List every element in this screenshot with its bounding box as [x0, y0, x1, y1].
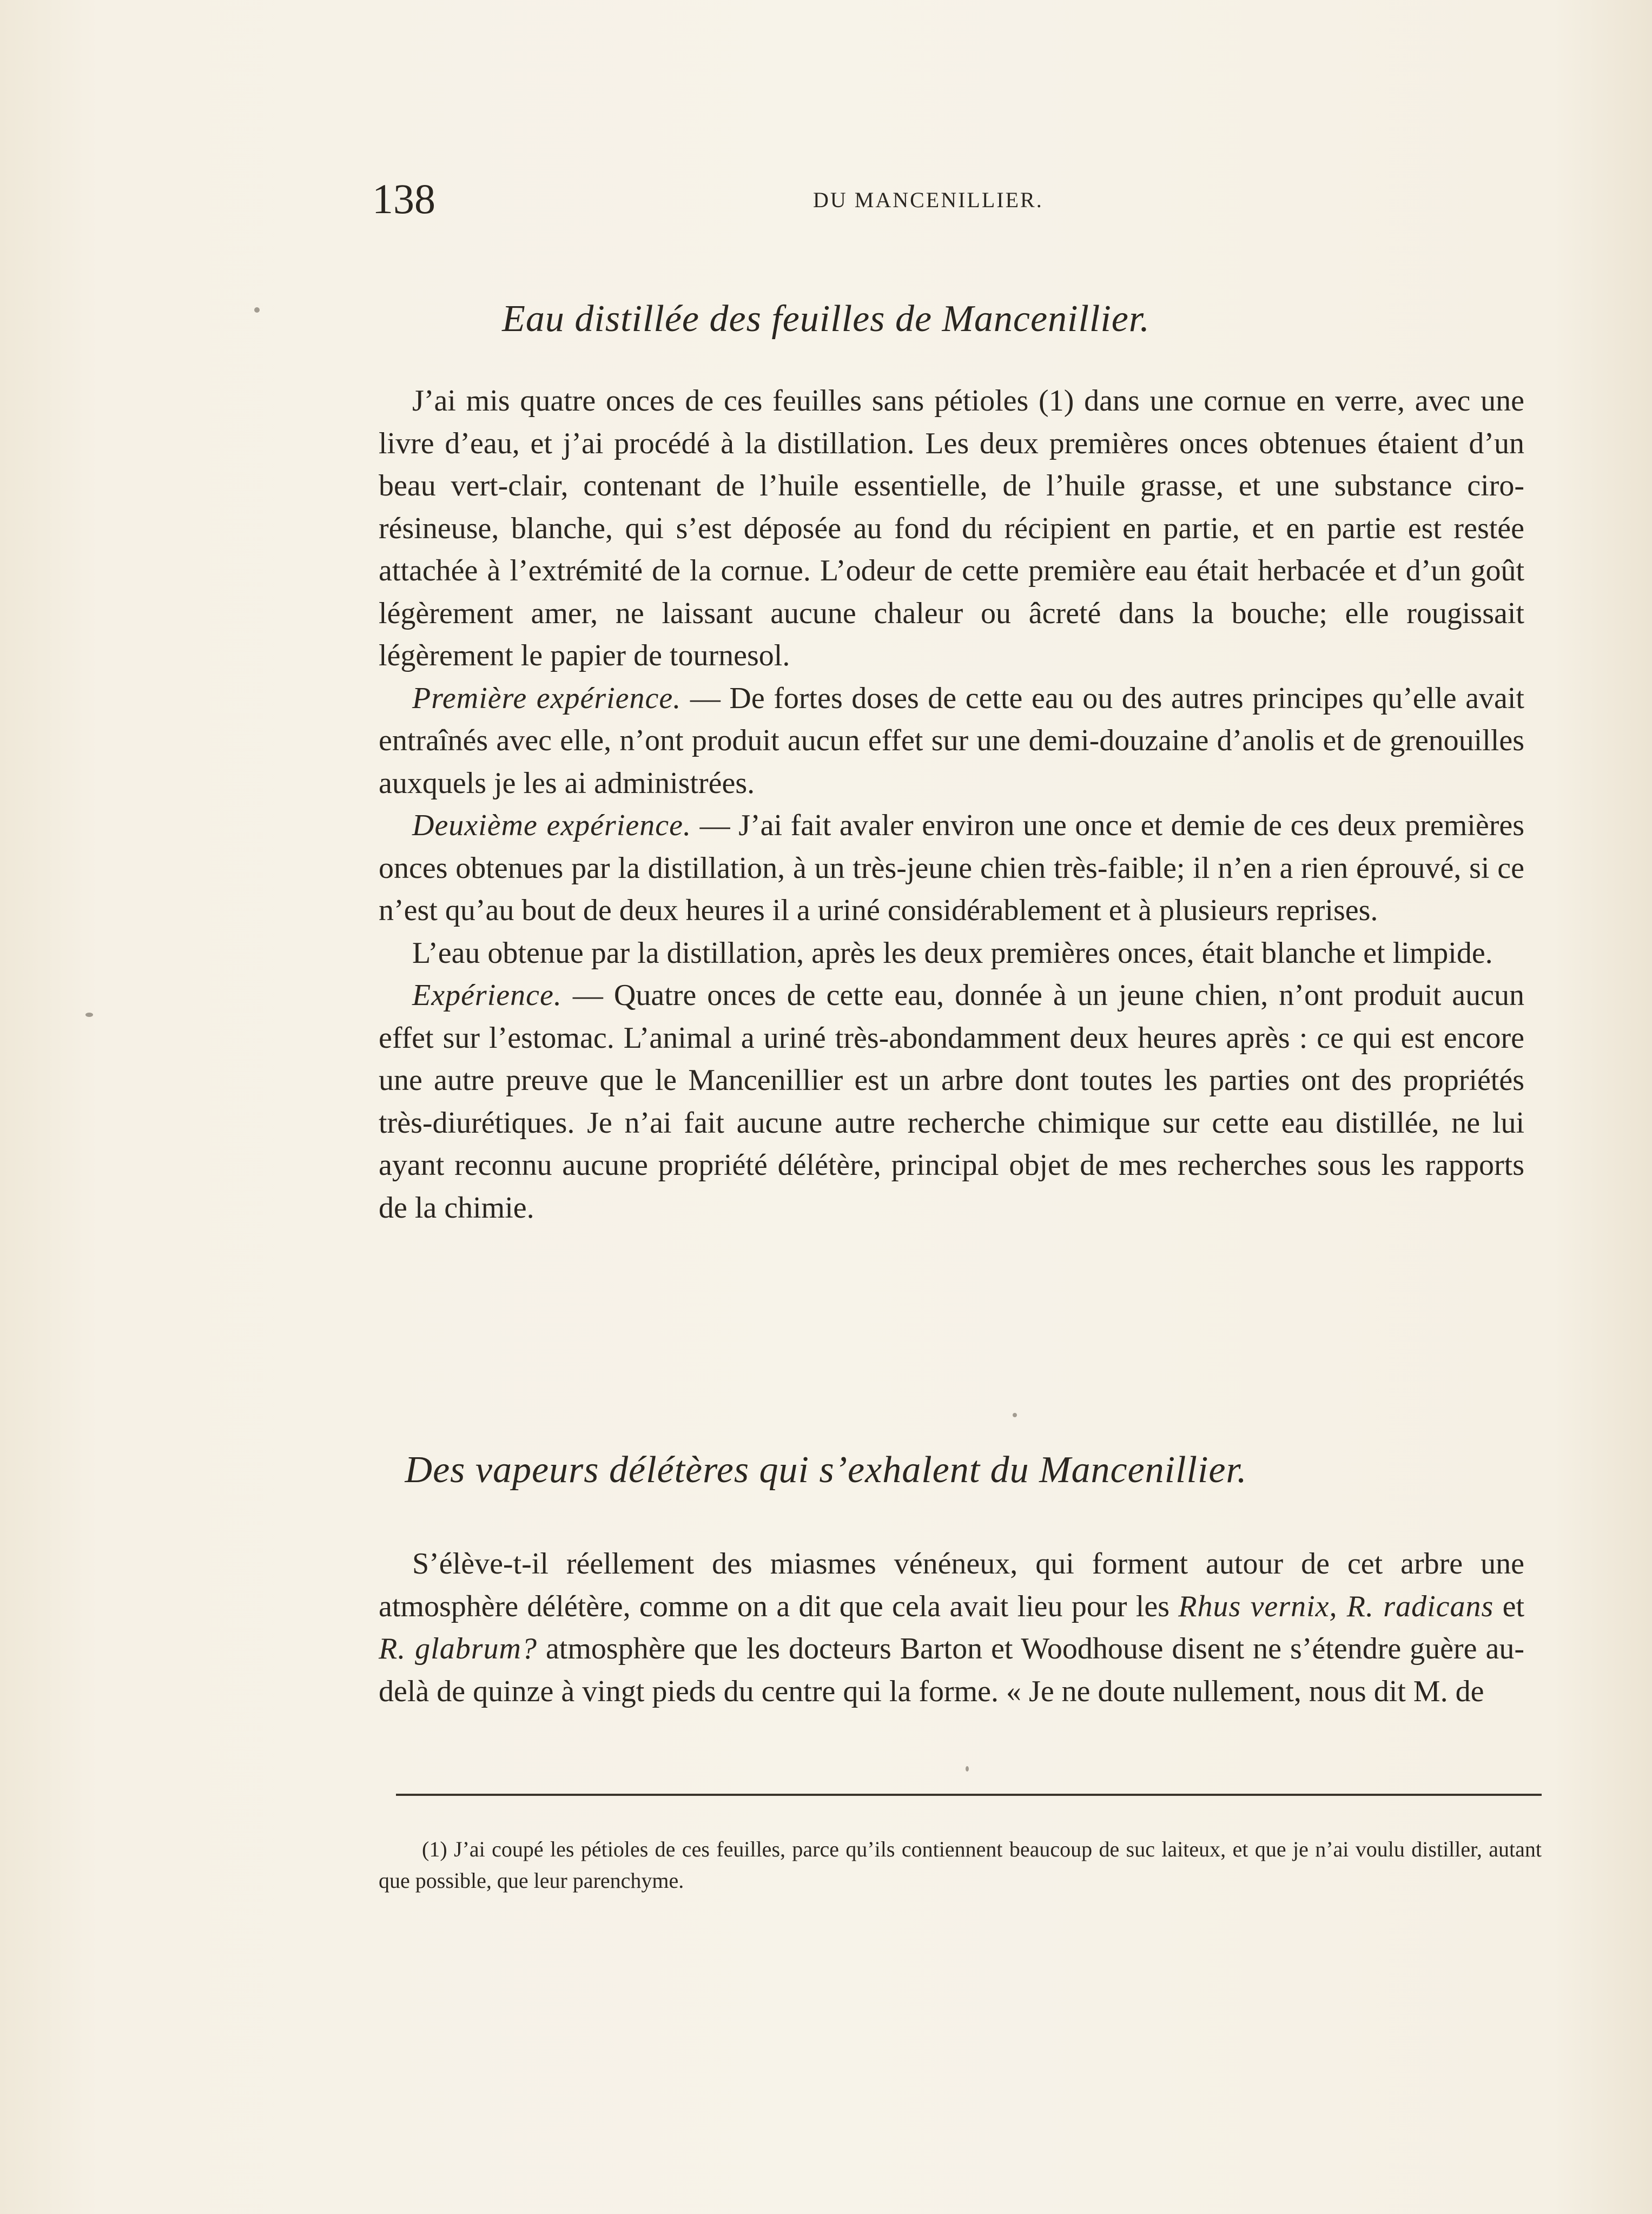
footnote-divider — [396, 1794, 1542, 1796]
paragraph-text: — De fortes doses de cette eau ou des autres principes qu’elle avait entraînés avec elle, n’ont produit aucun effet sur une demi-douzaine d’anolis et de grenouilles auxquels je les ai administrées. — [379, 681, 1524, 800]
paper-speck — [85, 1013, 93, 1017]
paragraph — [379, 974, 1524, 1229]
running-title: DU MANCENILLIER. — [813, 188, 1043, 212]
paragraph-text: L’eau obtenue par la distillation, après les deux premières onces, était blanche et limpide. — [412, 936, 1493, 970]
paragraph — [379, 804, 1524, 932]
section-title-eau-distillee: Eau distillée des feuilles de Mancenillier. — [502, 298, 1150, 340]
page-number: 138 — [372, 175, 435, 222]
experiment-label: Deuxième expérience. — [412, 809, 691, 842]
footnote-text: (1) J’ai coupé les pétioles de ces feuilles, parce qu’ils contiennent beaucoup de suc laiteux, et que je n’ai voulu distiller, autant que possible, que leur parenchyme. — [379, 1837, 1542, 1893]
paragraph-text: et — [1502, 1589, 1525, 1623]
paragraph-text: S’élève-t-il réellement des miasmes vénéneux, qui forment autour de cet arbre une atmosphère délétère, comme on a dit que cela avait lieu pour les — [379, 1547, 1524, 1623]
paragraph — [379, 677, 1524, 805]
paragraph — [379, 380, 1524, 677]
experiment-label: Première expérience. — [412, 681, 682, 715]
section-body-vapeurs-deleteres — [379, 1543, 1524, 1713]
paragraph-text: — Quatre onces de cette eau, donnée à un jeune chien, n’ont produit aucun effet sur l’estomac. L’animal a uriné très-abondamment deux heures après : ce qui est encore une autre preuve que le Mancenillier est un arbre dont toutes les parties ont des propriétés très-diurétiques. Je n’ai fait aucune autre recherche chimique sur cette eau distillée, ne lui ayant reconnu aucune propriété délétère, principal objet de mes recherches sous les rapports de la chimie. — [379, 979, 1525, 1225]
paragraph-text: atmosphère que les docteurs Barton et Woodhouse disent ne s’étendre guère au-delà de quinze à vingt pieds du centre qui la forme. « Je ne doute nullement, nous dit M. de — [379, 1632, 1525, 1708]
page-header — [372, 172, 1541, 226]
paper-speck — [254, 307, 260, 313]
paragraph-text: J’ai mis quatre onces de ces feuilles sans pétioles (1) dans une cornue en verre, avec une livre d’eau, et j’ai procédé à la distillation. Les deux premières onces obtenues étaient d’un beau vert-clair, contenant de l’huile essentielle, de l’huile grasse, et une substance ciro-résineuse, blanche, qui s’est déposée au fond du récipient en partie, et en partie est restée attachée à l’extrémité de la cornue. L’odeur de cette première eau était herbacée et d’un goût légèrement amer, ne laissant aucune chaleur ou âcreté dans la bouche; elle rougissait légèrement le papier de tournesol. — [379, 384, 1524, 672]
paragraph-text: — J’ai fait avaler environ une once et demie de ces deux premières onces obtenues par la distillation, à un très-jeune chien très-faible; il n’en a rien éprouvé, si ce n’est qu’au bout de deux heures il a uriné considérablement et à plusieurs reprises. — [379, 809, 1524, 927]
footnote — [379, 1834, 1542, 1896]
species-name: R. glabrum? — [379, 1632, 537, 1666]
section-body-eau-distillee — [379, 380, 1524, 1229]
paragraph — [379, 932, 1524, 975]
paper-speck — [1013, 1413, 1017, 1417]
paper-speck — [966, 1766, 969, 1772]
experiment-label: Expérience. — [412, 979, 562, 1012]
species-name: Rhus vernix, R. radicans — [1178, 1589, 1494, 1623]
section-title-vapeurs-deleteres: Des vapeurs délétères qui s’exhalent du Mancenillier. — [405, 1449, 1247, 1491]
paragraph — [379, 1543, 1524, 1713]
